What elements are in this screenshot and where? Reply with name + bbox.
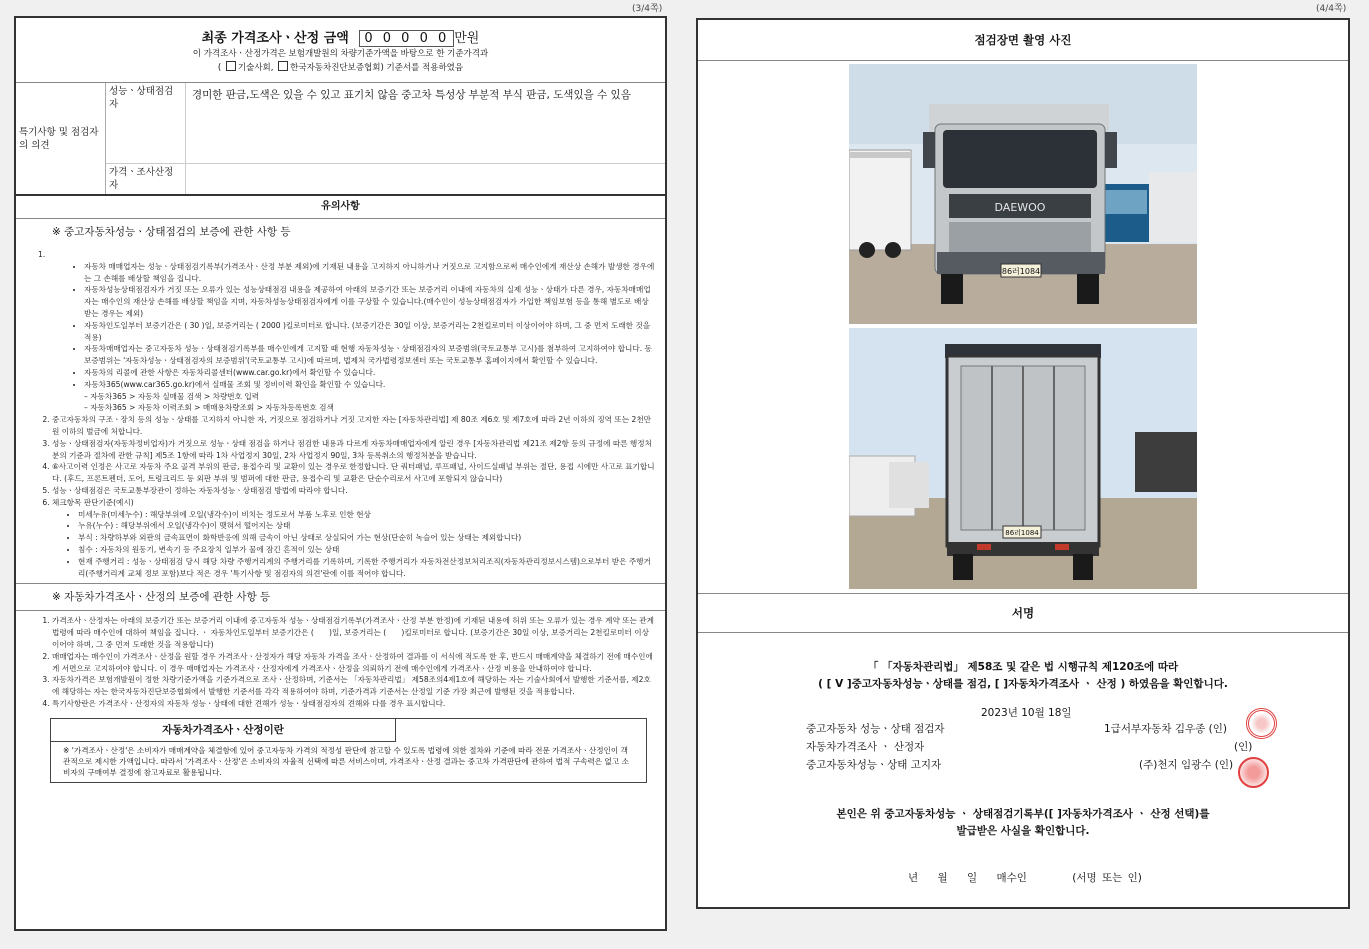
law-statement <box>698 659 1348 693</box>
price-amount: 0 0 0 0 0 <box>364 31 450 46</box>
confirm-line-2: 발급받은 사실을 확인합니다. <box>956 825 1090 837</box>
list-item: • 누유(누수) : 해당부위에서 오일(냉각수)이 맺혀서 떨어지는 상태 <box>78 520 655 532</box>
law-line-2: ( [ V ]중고자동차성능ㆍ상태를 점검, [ ]자동차가격조사 ㆍ 산정 ) 하였음을 확인합니다. <box>818 678 1228 690</box>
definition-text: ※ '가격조사ㆍ산정'은 소비자가 매매계약을 체결함에 있어 중고자동차 가격의 적정성 판단에 참고할 수 있도록 법령에 의한 절차와 기준에 따라 전문 가격조사ㆍ산정인이 객관적으로 제시한 가액입니다. 따라서 '가격조사ㆍ산정'은 소비자의 자율적 선택에 따른 서비스이며, 가격조사ㆍ산정 결과는 중고차 가격판단에 관하여 법적 구속력은 없고 소비자의 구매여부 결정에 참고자료로 활용됩니다. <box>63 745 629 777</box>
price-header <box>16 18 665 83</box>
list-item: • 자동차성능상태점검자가 거짓 또는 오류가 있는 성능상태점검 내용을 제공하여 아래의 보증기간 또는 보증거리 이내에 자동차의 실제 성능ㆍ상태가 다른 경우, 자동차매매업자는 매수인의 재산상 손해를 배상할 책임을 지며, 자동차성능상태점검자에게 이를 구상할 수 있습니다.(매수인이 성능상태점검자가 가입한 책임보험 등을 통해 별도로 배상받는 경우는 제외) <box>84 284 655 319</box>
seal-stamp-icon <box>1238 757 1269 788</box>
page-left <box>14 16 667 931</box>
perf-inspector-label: 성능ㆍ상태점검자 <box>106 83 186 163</box>
list-item: • 현재 주행거리 : 성능ㆍ상태점검 당시 해당 차량 주행거리계의 주행거리를 기록하며, 기록한 주행거리가 자동차전산정보처리조직(자동차관리정보시스템)으로부터 받은 주행거리(주행거리계 교체 정보 포함)보다 적은 경우 '특기사항 및 점검자의 의견'란에 이를 적어야 합니다. <box>78 556 655 580</box>
price-basis-line2: ( 기술사회, 한국자동차진단보증협회) 기준서를 적용하였음 <box>217 63 464 73</box>
car365-path-2: – 자동차365 > 자동차 이력조회 > 매매용차량조회 > 자동차등록번호 검색 <box>84 403 334 413</box>
truck-front-photo <box>849 64 1197 324</box>
checkbox-kada[interactable] <box>278 61 288 71</box>
list-item: 3. 자동차가격은 보험개발원이 정한 차량기준가액을 기준가격으로 조사ㆍ산정하며, 기준서는 「자동차관리법」 제58조의4제1호에 해당하는 자는 기술사회에서 발행한 기준서를, 제2호에 해당하는 자는 한국자동차진단보증협회에서 발행한 기준서를 각각 적용하여야 하며, 기준가격과 기준서는 산정일 기준 가장 최근에 발행된 것을 적용합니다. <box>52 674 655 698</box>
notes-title: 유의사항 <box>16 196 665 219</box>
price-unit: 만원 <box>454 31 480 46</box>
opinion-label: 특기사항 및 점검자의 의견 <box>16 83 106 194</box>
list-item: 2. 매매업자는 매수인이 가격조사ㆍ산정을 원할 경우 가격조사ㆍ산정자가 해당 자동차 가격을 조사ㆍ산정하여 결과를 이 서식에 적도록 한 후, 반드시 매매계약을 체결하기 전에 매수인에게 서면으로 고지하여야 합니다. 이 경우 매매업자는 가격조사ㆍ산정자에게 가격조사ㆍ산정을 의뢰하기 전에 매수인에게 가격조사ㆍ산정 비용을 안내하여야 합니다. <box>52 651 655 675</box>
signer-name-2: (인) <box>1234 741 1253 753</box>
section1-item-1-number: 1. <box>38 250 46 259</box>
opinion-table <box>16 83 665 196</box>
price-amount-box <box>359 30 454 47</box>
price-assessor-opinion <box>186 164 665 194</box>
receipt-confirmation <box>696 806 1350 840</box>
section2-title: ※ 자동차가격조사ㆍ산정의 보증에 관한 사항 등 <box>52 591 271 604</box>
sign-date: 2023년 10월 18일 <box>981 707 1072 719</box>
list-item: • 미세누유(미세누수) : 해당부위에 오일(냉각수)이 비치는 정도로서 부품 노후로 인한 현상 <box>78 509 655 521</box>
list-item: • 자동차매매업자는 중고자동차 성능ㆍ상태점검기록부를 매수인에게 고지할 때 현행 자동차성능ㆍ상태점검자의 보증범위(국토교통부 고시)를 첨부하여 고지하여야 합니다. 동 보증범위는 '자동차성능ㆍ상태점검자의 보증범위'(국토교통부 고시)에 따르며, 법제처 국가법령정보센터 또는 국토교통부 홈페이지에서 확인할 수 있습니다. <box>84 343 655 367</box>
section2-body <box>16 615 665 709</box>
truck-brand-text: DAEWOO <box>994 201 1046 214</box>
list-item: 4. 특기사항란은 가격조사ㆍ산정자의 자동차 성능ㆍ상태에 대한 견해가 성능ㆍ상태점검자의 견해와 다를 경우 표시합니다. <box>52 698 655 710</box>
definition-title: 자동차가격조사ㆍ산정이란 <box>51 719 396 742</box>
check-criteria <box>38 509 655 580</box>
price-basis-line1: 이 가격조사ㆍ산정가격은 보험개발원의 차량기준가액을 바탕으로 한 기준가격과 <box>192 49 489 59</box>
signature-section-title: 서명 <box>698 594 1348 633</box>
truck-rear-photo <box>849 328 1197 589</box>
photo-section-title: 점검장면 촬영 사진 <box>698 20 1348 61</box>
seal-stamp-icon <box>1246 708 1277 739</box>
price-assessment-definition <box>50 718 647 783</box>
section1-title: ※ 중고자동차성능ㆍ상태점검의 보증에 관한 사항 등 <box>52 226 291 238</box>
list-item: • 침수 : 자동차의 원동기, 변속기 등 주요장치 일부가 물에 잠긴 흔적이 있는 상태 <box>78 544 655 556</box>
list-item: 3. 성능ㆍ상태점검자(자동차정비업자)가 거짓으로 성능ㆍ상태 점검을 하거나 점검한 내용과 다르게 자동차매매업자에게 알린 경우 [자동차관리법 제21조 제2항 등의 규정에 따른 행정처분의 기준과 절차에 관한 규칙] 제5조 1항에 따라 1차 사업정지 30일, 2차 사업정지 90일, 3차 등록취소의 행정처분을 받습니다. <box>52 438 655 462</box>
section1-items <box>38 414 655 508</box>
buyer-signature[interactable]: 년 월 일 매수인 (서명 또는 인) <box>908 872 1142 884</box>
list-item: • 자동차 매매업자는 성능ㆍ상태점검기록부(가격조사ㆍ산정 부분 제외)에 기재된 내용을 고지하지 아니하거나 거짓으로 고지함으로써 매수인에게 재산상 손해가 발생한 경우에는 그 손해를 배상할 책임을 집니다. <box>84 261 655 285</box>
confirm-line-1: 본인은 위 중고자동차성능 ㆍ 상태점검기록부([ ]자동차가격조사 ㆍ 산정 선택)를 <box>836 808 1210 820</box>
signer-name-1: 1급서부자동차 김우종 (인) <box>1104 723 1227 735</box>
list-item: 1. 가격조사ㆍ산정자는 아래의 보증기간 또는 보증거리 이내에 중고자동차 성능ㆍ상태점검기록부(가격조사ㆍ산정 부분 한정)에 기재된 내용에 허위 또는 오류가 있는 경우 계약 또는 관계법령에 따라 매수인에 대하여 책임을 집니다. ㆍ 자동차인도일부터 보증기간은 ( )일, 보증거리는 ( )킬로미터로 합니다. (보증기간은 30일 이상, 보증거리는 2천킬로미터 이상이어야 하며, 그 중 먼저 도래한 것을 적용합니다) <box>52 615 655 650</box>
signer-role-2: 자동차가격조사 ㆍ 산정자 <box>806 741 925 753</box>
checkbox-engineers-society[interactable] <box>226 61 236 71</box>
rear-plate-text: 86러1084 <box>1005 529 1039 537</box>
signer-role-3: 중고자동차성능ㆍ상태 고지자 <box>806 759 942 771</box>
page-number-right: (4/4쪽) <box>1316 4 1347 14</box>
inspection-photos <box>698 61 1348 594</box>
list-item: 2. 중고자동차의 구조ㆍ장치 등의 성능ㆍ상태를 고지하지 아니한 자, 거짓으로 점검하거나 거짓 고지한 자는 [자동차관리법] 제 80조 제6호 및 제7호에 따라 2년 이하의 징역 또는 2천만원 이하의 벌금에 처합니다. <box>52 414 655 438</box>
price-assessor-label: 가격ㆍ조사산정자 <box>106 164 186 194</box>
list-item: 4. ⑥사고이력 인정은 사고로 자동차 주요 골격 부위의 판금, 용접수리 및 교환이 있는 경우로 한정합니다. 단 쿼터패널, 루프패널, 사이드실패널 부위는 절단, 용접 시에만 사고로 표기합니다. (후드, 프론트펜더, 도어, 트렁크리드 등 외판 부위 및 범퍼에 대한 판금, 용접수리 및 교환은 단순수리로서 사고에 포함되지 않습니다) <box>52 461 655 485</box>
section1-body <box>16 249 665 579</box>
list-item: 6. 체크항목 판단기준(예시) <box>52 497 655 509</box>
list-item: • 자동차365(www.car365.go.kr)에서 실매물 조회 및 정비이력 확인을 확인할 수 있습니다. <box>84 379 655 391</box>
law-line-1: 「 「자동차관리법」 제58조 및 같은 법 시행규칙 제120조에 따라 <box>867 661 1179 673</box>
signer-name-3: (주)천지 임광수 (인) <box>1139 759 1234 771</box>
price-title: 최종 가격조사ㆍ산정 금액 <box>201 31 349 46</box>
list-item: • 부식 : 차량하부와 외판의 금속표면이 화학반응에 의해 금속이 아닌 상태로 상실되어 가는 현상(단순히 녹슬어 있는 상태는 제외합니다) <box>78 532 655 544</box>
car365-path-1: – 자동차365 > 자동차 실매물 검색 > 차량번호 입력 <box>84 391 260 401</box>
list-item: • 자동차인도일부터 보증기간은 ( 30 )일, 보증거리는 ( 2000 )킬로미터로 합니다. (보증기간은 30일 이상, 보증거리는 2천킬로미터 이상이어야 하며, 그 중 먼저 도래한 것을 적용) <box>84 320 655 344</box>
list-item: • 자동차의 리콜에 관한 사항은 자동차리콜센터(www.car.go.kr)에서 확인할 수 있습니다. <box>84 367 655 379</box>
page-number-left: (3/4쪽) <box>632 4 663 14</box>
section1-bullets <box>38 261 655 391</box>
list-item: 5. 성능ㆍ상태점검은 국토교통부장관이 정하는 자동차성능ㆍ상태점검 방법에 따라야 합니다. <box>52 485 655 497</box>
perf-inspector-opinion: 경미한 판금,도색은 있을 수 있고 표기치 않음 중고차 특성상 부분적 부식 판금, 도색있을 수 있음 <box>192 89 631 101</box>
signer-role-1: 중고자동차 성능ㆍ상태 점검자 <box>806 723 945 735</box>
section2-items <box>38 615 655 709</box>
front-plate-text: 86러1084 <box>1001 267 1041 276</box>
